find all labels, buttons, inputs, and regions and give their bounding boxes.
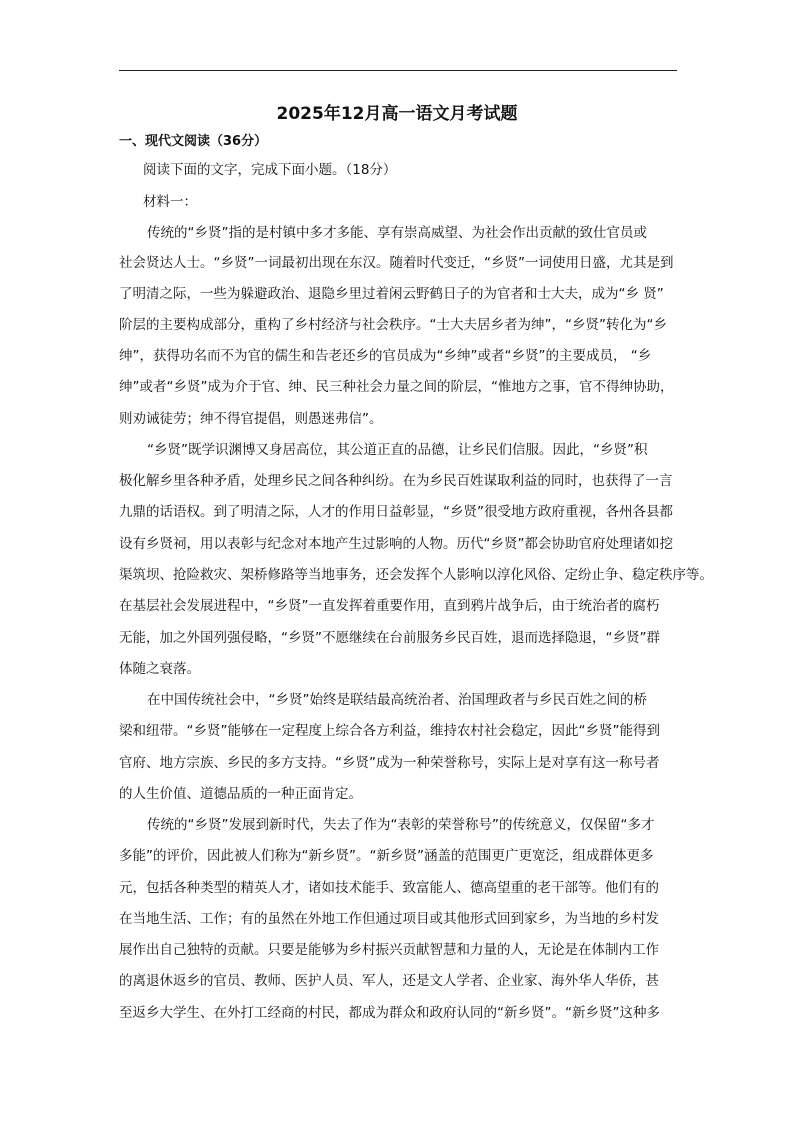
body-line: 绅”或者“乡贤”成为介于官、绅、民三种社会力量之间的阶层，“惟地方之事，官不得绅协助， (119, 379, 674, 395)
body-line: 绅”，获得功名而不为官的儒生和告老还乡的官员成为“乡绅”或者“乡贤”的主要成员， “乡 (119, 348, 652, 364)
body-line: 渠筑坝、抢险救灾、架桥修路等当地事务，还会发挥个人影响以淳化风俗、定纷止争、稳定秩序等。 (119, 567, 713, 583)
body-line: 了明清之际，一些为躲避政治、退隐乡里过着闲云野鹤日子的为官者和士大夫，成为“乡 贤” (119, 286, 664, 302)
body-line: 元，包括各种类型的精英人才，诸如技术能手、致富能人、德高望重的老干部等。他们有的 (119, 880, 659, 896)
body-line: 传统的“乡贤”发展到新时代，失去了作为“表彰的荣誉称号”的传统意义，仅保留“多才 (147, 817, 655, 833)
body-line: 多能”的评价，因此被人们称为“新乡贤”。“新乡贤”涵盖的范围更广更宽泛，组成群体更多 (119, 848, 654, 864)
body-line: 社会贤达人士。“乡贤”一词最初出现在东汉。随着时代变迁，“乡贤”一词使用日盛，尤其是到 (119, 255, 674, 271)
body-line: 在中国传统社会中，“乡贤”始终是联结最高统治者、治国理政者与乡民百姓之间的桥 (147, 692, 647, 708)
body-line: 梁和纽带。“乡贤”能够在一定程度上综合各方利益，维持农村社会稳定，因此“乡贤”能得到 (119, 723, 660, 739)
body-line: 官府、地方宗族、乡民的多方支持。“乡贤”成为一种荣誉称号，实际上是对享有这一称号者 (119, 755, 660, 771)
body-line: 在当地生活、工作；有的虽然在外地工作但通过项目或其他形式回到家乡，为当地的乡村发 (119, 911, 659, 927)
body-line: 展作出自己独特的贡献。只要是能够为乡村振兴贡献智慧和力量的人，无论是在体制内工作 (119, 942, 659, 958)
body-line: 至返乡大学生、在外打工经商的村民，都成为群众和政府认同的“新乡贤”。“新乡贤”这种多 (119, 1005, 660, 1021)
body-line: 阶层的主要构成部分，重构了乡村经济与社会秩序。“士大夫居乡者为绅”，“乡贤”转化为“乡 (119, 317, 667, 333)
body-line: 九鼎的话语权。到了明清之际，人才的作用日益彰显，“乡贤”很受地方政府重视，各州各县都 (119, 504, 673, 520)
body-line: 传统的“乡贤”指的是村镇中多才多能、享有崇高威望、为社会作出贡献的致仕官员或 (147, 225, 647, 241)
instruction-text: 阅读下面的文字，完成下面小题。（18分） (143, 162, 397, 178)
body-line: 极化解乡里各种矛盾，处理乡民之间各种纠纷。在为乡民百姓谋取利益的同时，也获得了一言 (119, 473, 673, 489)
page-title: 2025年12月高一语文月考试题 (276, 104, 518, 124)
body-line: 的人生价值、道德品质的一种正面肯定。 (119, 786, 362, 802)
section-heading: 一、现代文阅读（36分） (119, 134, 268, 149)
body-line: 在基层社会发展进程中，“乡贤”一直发挥着重要作用，直到鸦片战争后，由于统治者的腐朽 (119, 598, 660, 614)
body-line: “乡贤”既学识渊博又身居高位，其公道正直的品德，让乡民们信服。因此，“乡贤”积 (147, 442, 648, 458)
body-line: 体随之衰落。 (119, 661, 200, 677)
body-line: 的离退休返乡的官员、教师、医护人员、军人，还是文人学者、企业家、海外华人华侨，甚 (119, 973, 659, 989)
material-label: 材料一： (143, 194, 197, 210)
header-rule (119, 70, 677, 71)
body-line: 设有乡贤祠，用以表彰与纪念对本地产生过影响的人物。历代“乡贤”都会协助官府处理诸如挖 (119, 536, 673, 552)
body-line: 则劝诫徒劳；绅不得官提倡，则愚迷弗信”。 (119, 411, 383, 427)
body-line: 无能，加之外国列强侵略，“乡贤”不愿继续在台前服务乡民百姓，退而选择隐退，“乡贤”群 (119, 630, 660, 646)
